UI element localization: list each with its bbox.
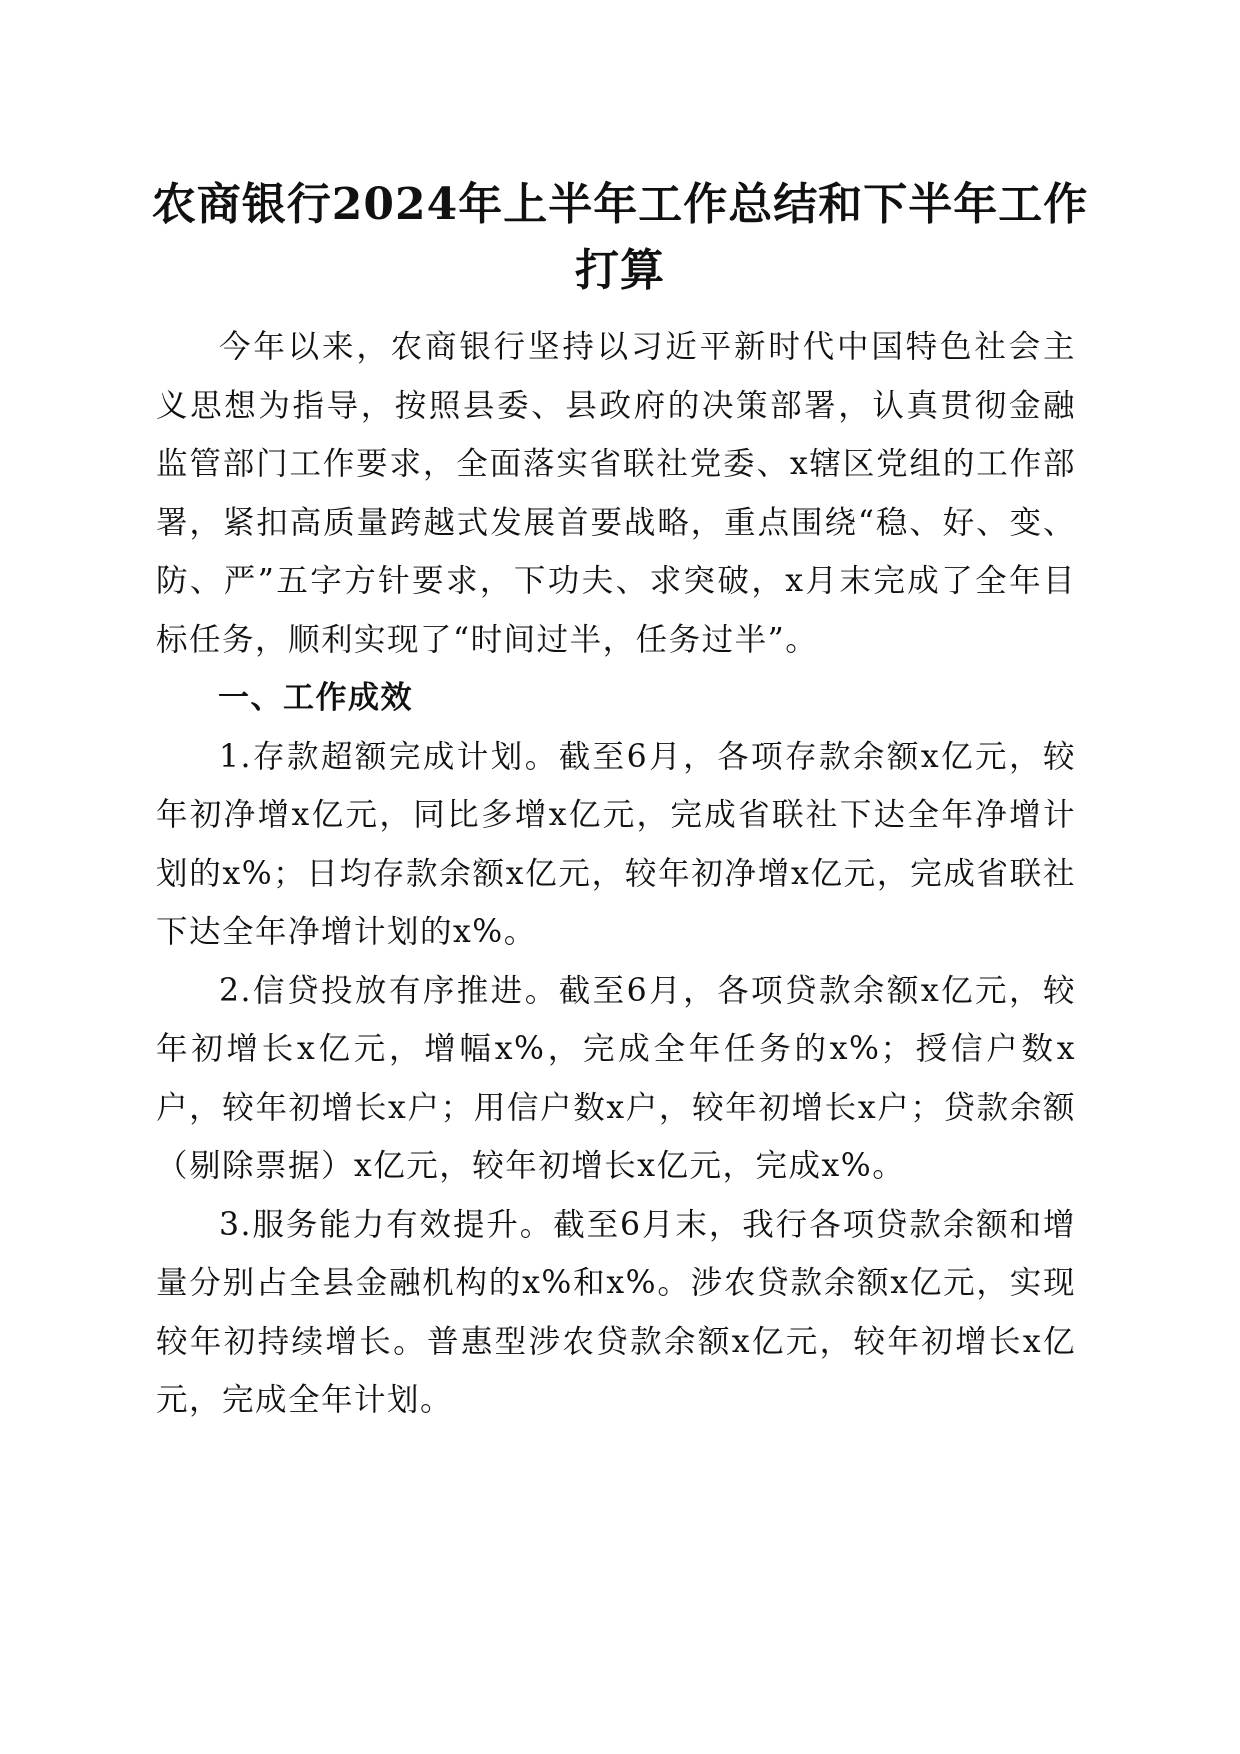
document-title: 农商银行2024年上半年工作总结和下半年工作打算 [151, 179, 1089, 296]
item-paragraph-1: 1.存款超额完成计划。截至6月，各项存款余额x亿元，较年初净增x亿元，同比多增x亿元，完成省联社下达全年净增计划的x%；日均存款余额x亿元，较年初净增x亿元，完成省联社下达全年净增计划的x%。 [156, 738, 1076, 950]
item-paragraph-2: 2.信贷投放有序推进。截至6月，各项贷款余额x亿元，较年初增长x亿元，增幅x%，完成全年任务的x%；授信户数x户，较年初增长x户；用信户数x户，较年初增长x户；贷款余额（剔除票据）x亿元，较年初增长x亿元，完成x%。 [156, 972, 1076, 1184]
document-body [156, 318, 1076, 1430]
section-heading: 一、工作成效 [218, 680, 413, 716]
item-paragraph-3: 3.服务能力有效提升。截至6月末，我行各项贷款余额和增量分别占全县金融机构的x%和x%。涉农贷款余额x亿元，实现较年初持续增长。普惠型涉农贷款余额x亿元，较年初增长x亿元，完成全年计划。 [156, 1206, 1076, 1418]
intro-paragraph: 今年以来，农商银行坚持以习近平新时代中国特色社会主义思想为指导，按照县委、县政府的决策部署，认真贯彻金融监管部门工作要求，全面落实省联社党委、x辖区党组的工作部署，紧扣高质量跨越式发展首要战略，重点围绕“稳、好、变、防、严”五字方针要求，下功夫、求突破，x月末完成了全年目标任务，顺利实现了“时间过半，任务过半”。 [156, 329, 1076, 658]
